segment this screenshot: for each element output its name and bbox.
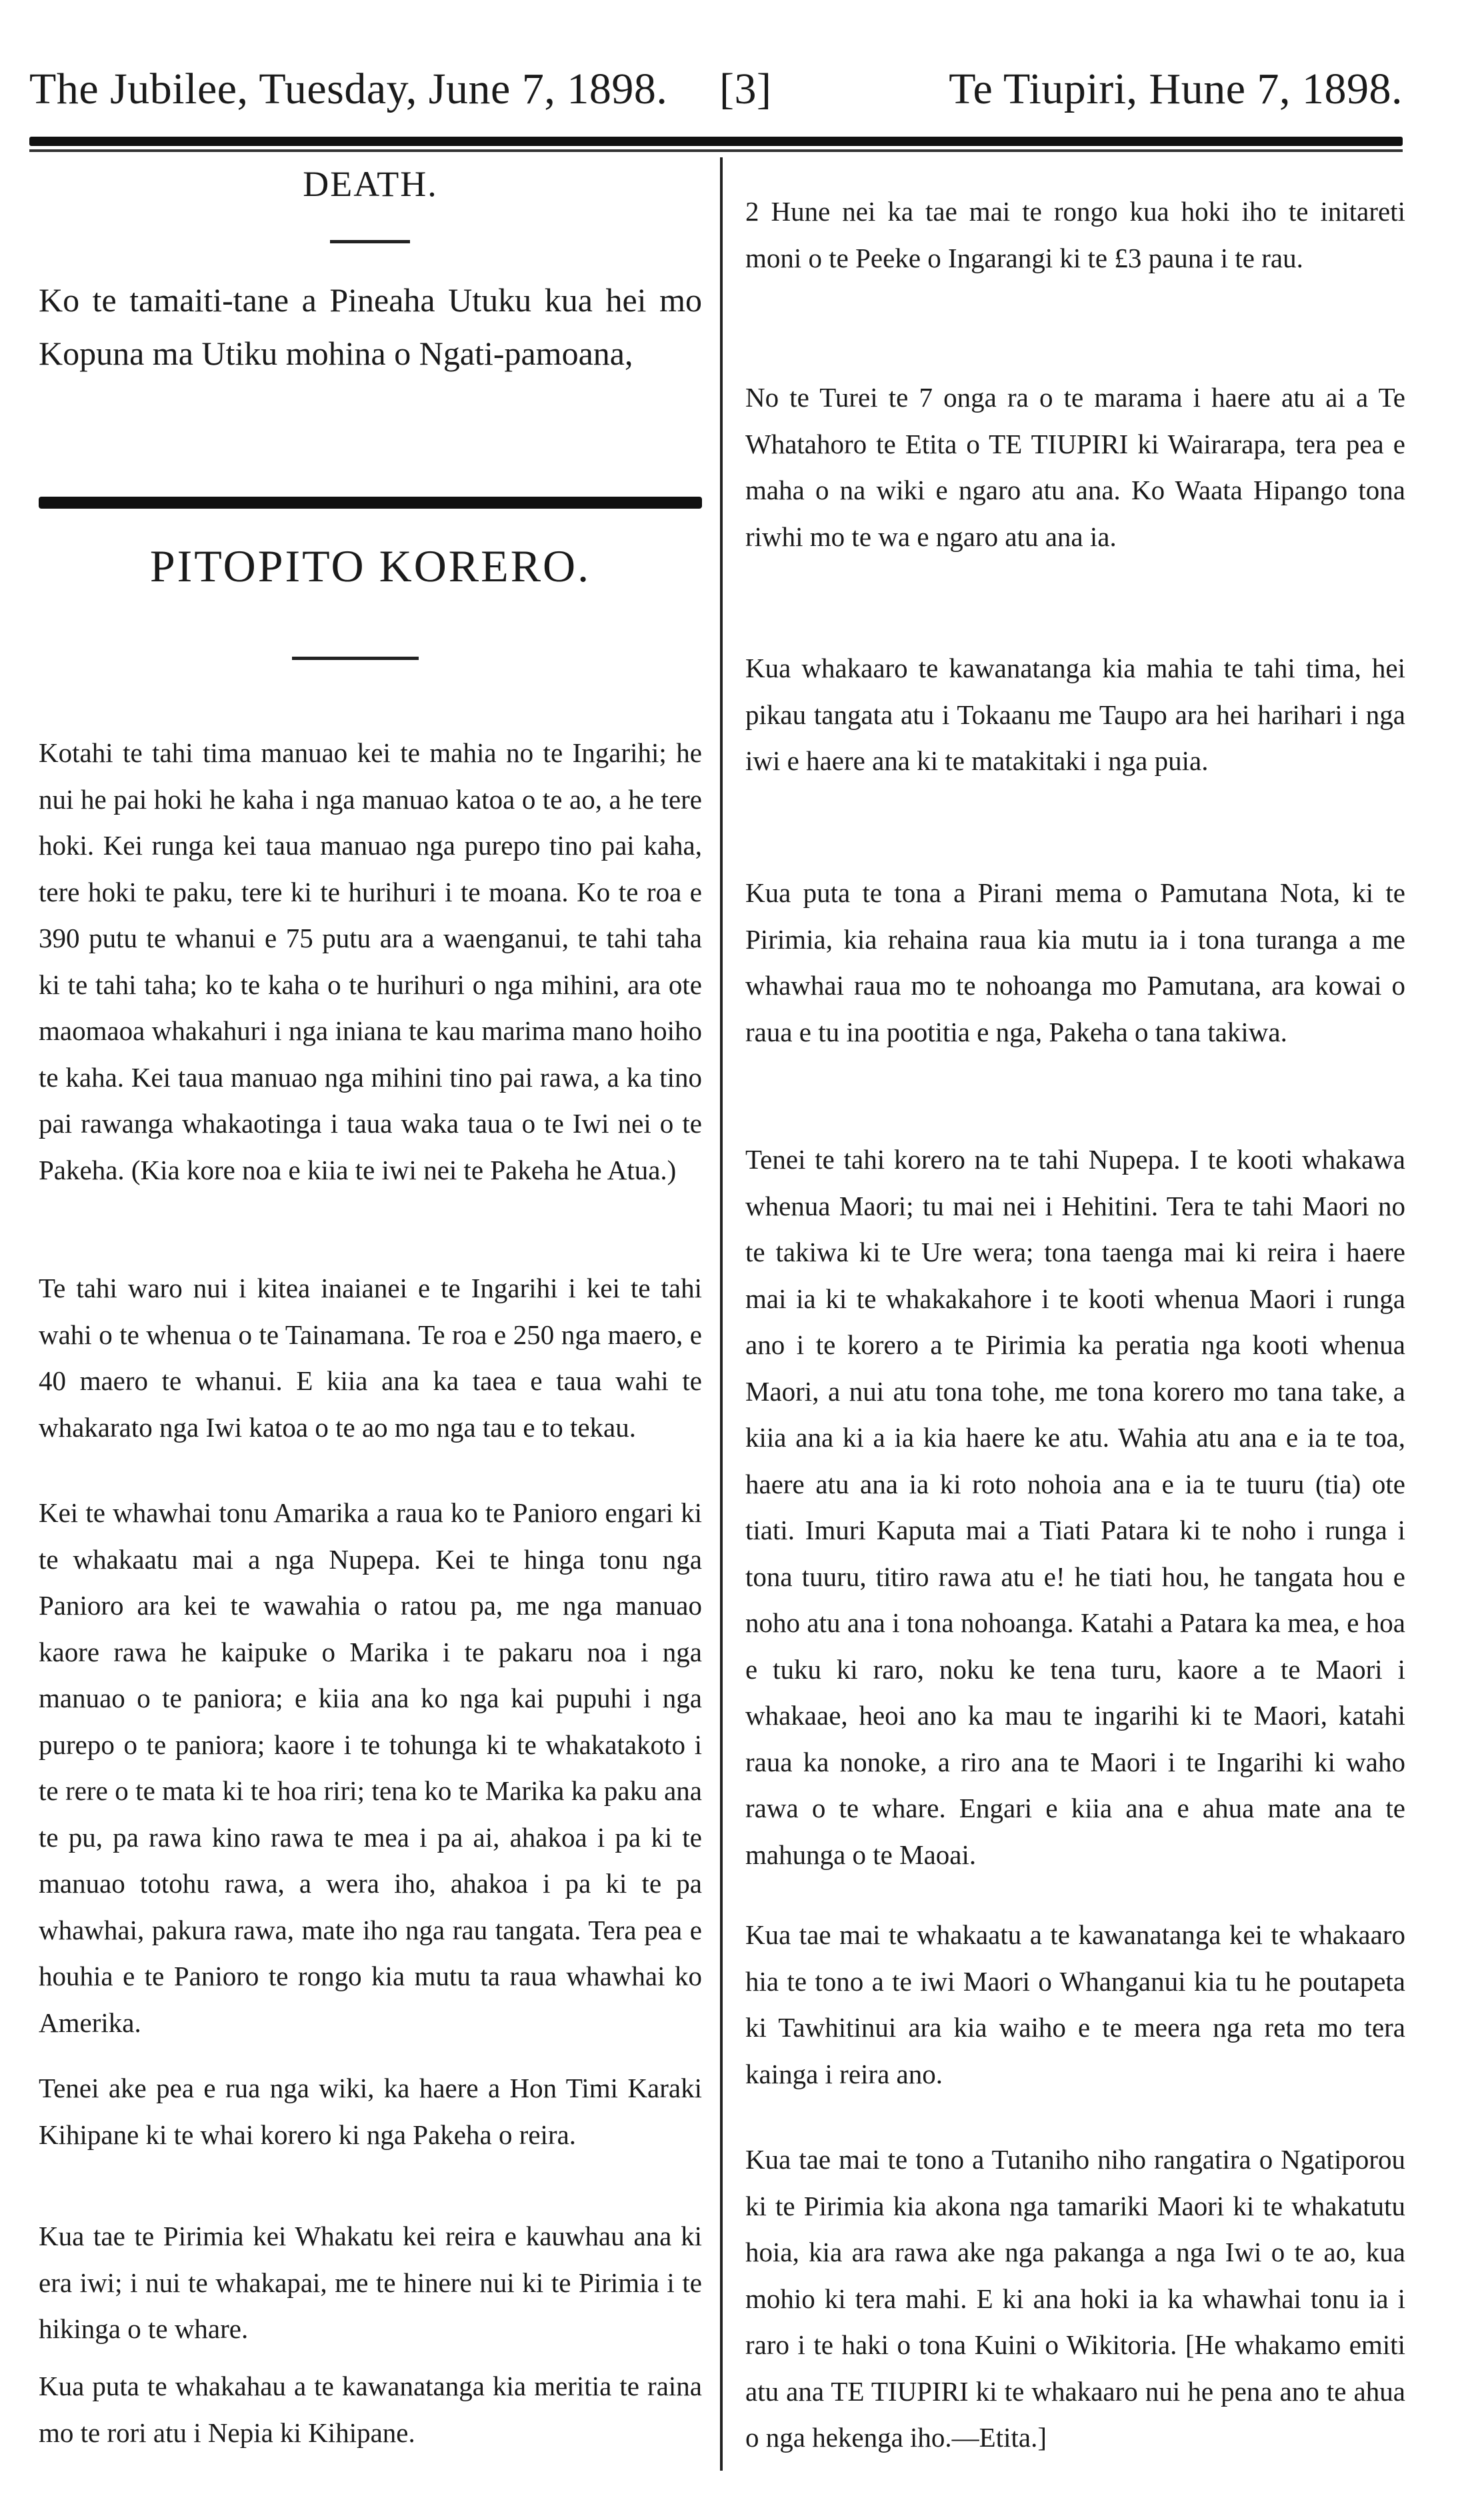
news-paragraph: Te tahi waro nui i kitea inaianei e te Ingarihi i kei te tahi wahi o te whenua o te Tainamana. Te roa e 250 nga maero, e 40 maero te whanui. E kiia ana ka taea e taua wahi te whakarato nga Iwi katoa o te ao mo nga tau e to tekau. — [39, 1273, 702, 1443]
death-notice: Ko te tamaiti-tane a Pineaha Utuku kua hei mo Kopuna ma Utiku mohina o Ngati-pamoana, — [39, 281, 702, 372]
news-paragraph: Kua tae te Pirimia kei Whakatu kei reira e kauwhau ana ki era iwi; i nui te whakapai, me te hinere nui ki te Pirimia i te hikinga o te whare. — [39, 2221, 702, 2344]
section-rule — [39, 497, 702, 509]
header-right-title: Te Tiupiri, Hune 7, 1898. — [949, 65, 1403, 113]
death-heading: DEATH. — [303, 164, 438, 204]
news-paragraph: No te Turei te 7 onga ra o te marama i haere atu ai a Te Whatahoro te Etita o TE TIUPIRI ki Wairarapa, tera pea e maha o na wiki e ngaro atu ana. Ko Waata Hipango tona riwhi mo te wa e ngaro atu ana ia. — [745, 382, 1405, 552]
header-left-title: The Jubilee, Tuesday, June 7, 1898. — [29, 65, 668, 113]
news-paragraph: Tenei te tahi korero na te tahi Nupepa. I te kooti whakawa whenua Maori; tu mai nei i Hehitini. Tera te tahi Maori no te takiwa ki te Ure wera; tona taenga mai ki reira i haere mai ia ki te whakakahore i te kooti whenua Maori i runga ano i te korero a te Pirimia ka peratia nga kooti whenua Maori, a nui atu tona tohe, me tona korero mo tana take, a kiia ana ki a ia kia haere ke atu. Wahia atu ana e ia te toa, haere atu ana ia ki roto nohoia ana e ia te tuuru (tia) ote tiati. Imuri Kaputa mai a Tiati Patara ki te noho i runga i tona tuuru, titiro rawa atu e! he tiati hou, he tangata hou e noho atu ana i tona nohoanga. Katahi a Patara ka mea, e hoa e tuku ki raro, noku ke tena turu, kaore a te Maori i whakaae, heoi ano ka mau te ingarihi ki te Maori, katahi raua ka nonoke, a riro ana te Maori i te Ingarihi ki waho rawa o te whare. Engari e kiia ana e ahua mate ana te mahunga o te Maoai. — [745, 1144, 1405, 1870]
news-paragraph: Kua puta te tona a Pirani mema o Pamutana Nota, ki te Pirimia, kia rehaina raua kia mutu ia i tona turanga a me whawhai raua mo te nohoanga mo Pamutana, ara kowai o raua e tu ina pootitia e nga, Pakeha o tana takiwa. — [745, 877, 1405, 1047]
news-paragraph: Kua puta te whakahau a te kawanatanga kia meritia te raina mo te rori atu i Nepia ki Kihipane. — [39, 2371, 702, 2448]
death-short-rule — [330, 240, 410, 243]
page-number: [3] — [719, 65, 772, 113]
news-paragraph: Kua tae mai te tono a Tutaniho niho rangatira o Ngatiporou ki te Pirimia kia akona nga tamariki Maori ki te whakatutu hoia, kia ara rawa ake nga pakanga a nga Iwi o te ao, kua mohio ki tera mahi. E ki ana hoki ia ka whawhai tonu ia i raro i te haki o tona Kuini o Wikitoria. [He whakamo emiti atu ana TE TIUPIRI ki te whakaaro nui he pena ano te ahua o nga hekenga iho.—Etita.] — [745, 2144, 1405, 2453]
header-rule-thin — [29, 149, 1403, 152]
news-paragraph: Kua whakaaro te kawanatanga kia mahia te tahi tima, hei pikau tangata atu i Tokaanu me Taupo ara hei harihari i nga iwi e haere ana ki te matakitaki i nga puia. — [745, 653, 1405, 776]
news-paragraph: 2 Hune nei ka tae mai te rongo kua hoki iho te initareti moni o te Peeke o Ingarangi ki te £3 pauna i te rau. — [745, 196, 1405, 273]
header-rule — [29, 137, 1403, 146]
column-divider — [720, 157, 723, 2471]
news-paragraph: Kei te whawhai tonu Amarika a raua ko te Panioro engari ki te whakaatu mai a nga Nupepa. Kei te hinga tonu nga Panioro ara kei te wawahia o ratou pa, me nga manuao kaore rawa he kaipuke o Marika i te pakaru noa i nga manuao o te paniora; e kiia ana ko nga kai pupuhi i nga purepo o te paniora; kaore i te tohunga ki te whakatakoto i te rere o te mata ki te hoa riri; tena ko te Marika ka paku ana te pu, pa rawa kino rawa te mea i pa ai, ahakoa i pa ki te manuao totohu rawa, a wera iho, ahakoa i pa ki te pa whawhai, pakura rawa, mate iho nga rau tangata. Tera pea e houhia e te Panioro te rongo kia mutu ta raua whawhai ko Amerika. — [39, 1497, 702, 2038]
news-paragraph: Kotahi te tahi tima manuao kei te mahia no te Ingarihi; he nui he pai hoki he kaha i nga manuao katoa o te ao, a he tere hoki. Kei runga kei taua manuao nga purepo tino pai kaha, tere hoki te paku, tere ki te hurihuri i te moana. Ko te roa e 390 putu te whanui e 75 putu ara a waenganui, te tahi taha ki te tahi taha; ko te kaha o te hurihuri o nga mihini, ara ote maomaoa whakahuri i nga iniana te kau marima mano hoiho te kaha. Kei taua manuao nga mihini tino pai rawa, a ka tino pai rawanga whakaotinga i taua waka taua o te Iwi nei o te Pakeha. (Kia kore noa e kiia te iwi nei te Pakeha he Atua.) — [39, 737, 702, 1185]
news-paragraph: Tenei ake pea e rua nga wiki, ka haere a Hon Timi Karaki Kihipane ki te whai korero ki nga Pakeha o reira. — [39, 2073, 702, 2150]
news-paragraph: Kua tae mai te whakaatu a te kawanatanga kei te whakaaro hia te tono a te iwi Maori o Whanganui kia tu he poutapeta ki Tawhitinui ara kia waiho e te meera nga reta mo tera kainga i reira ano. — [745, 1919, 1405, 2089]
section-short-rule — [292, 657, 419, 660]
section-heading: PITOPITO KORERO. — [149, 541, 591, 591]
page-header — [29, 61, 1403, 117]
